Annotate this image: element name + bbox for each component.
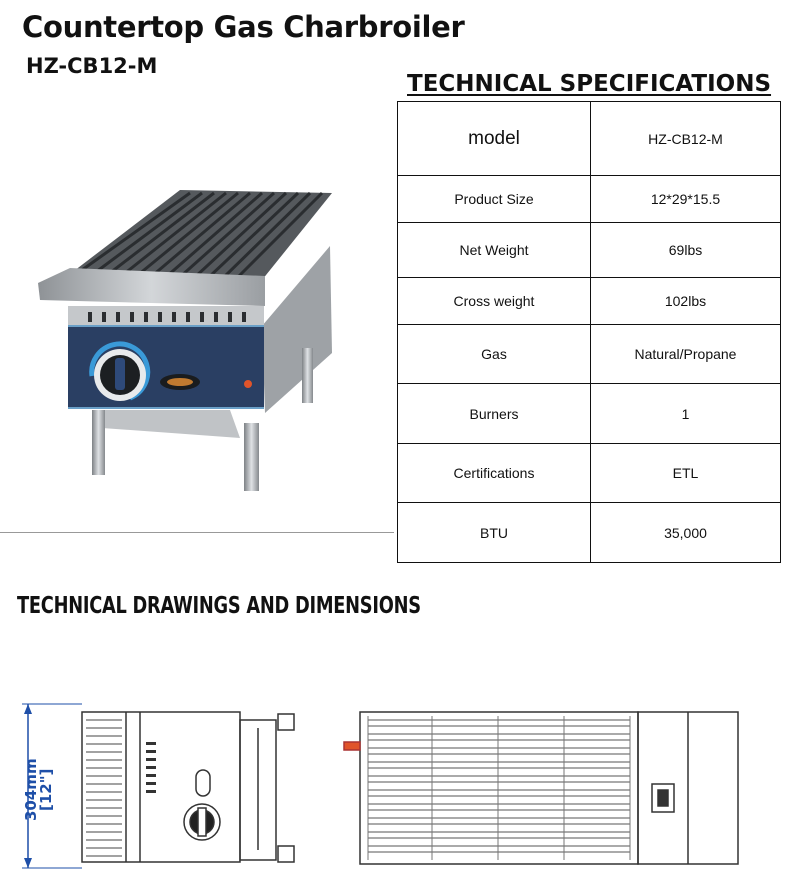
dimension-in: [12"] bbox=[37, 768, 55, 812]
spec-label: Product Size bbox=[398, 176, 591, 223]
section-divider bbox=[0, 532, 394, 533]
spec-row-product-size bbox=[398, 176, 781, 223]
front-view-drawing bbox=[22, 690, 302, 876]
spec-row-gas bbox=[398, 325, 781, 384]
spec-value: 102lbs bbox=[591, 278, 781, 325]
spec-value: 12*29*15.5 bbox=[591, 176, 781, 223]
spec-row-cross-weight bbox=[398, 278, 781, 325]
top-view-drawing bbox=[338, 690, 758, 876]
spec-row-model bbox=[398, 102, 781, 176]
specs-table bbox=[397, 101, 781, 563]
specs-heading: TECHNICAL SPECIFICATIONS bbox=[407, 71, 772, 97]
model-code: HZ-CB12-M bbox=[26, 54, 158, 78]
spec-label: Burners bbox=[398, 384, 591, 444]
spec-label: Certifications bbox=[398, 444, 591, 503]
spec-row-net-weight bbox=[398, 223, 781, 278]
spec-row-burners bbox=[398, 384, 781, 444]
spec-label: Cross weight bbox=[398, 278, 591, 325]
spec-value: ETL bbox=[591, 444, 781, 503]
spec-value: 35,000 bbox=[591, 503, 781, 563]
drawings-heading: TECHNICAL DRAWINGS AND DIMENSIONS bbox=[17, 593, 421, 619]
spec-label: Gas bbox=[398, 325, 591, 384]
dimension-label bbox=[24, 740, 54, 840]
spec-value: Natural/Propane bbox=[591, 325, 781, 384]
page-title: Countertop Gas Charbroiler bbox=[22, 10, 465, 44]
spec-row-btu bbox=[398, 503, 781, 563]
spec-row-certifications bbox=[398, 444, 781, 503]
spec-value: 69lbs bbox=[591, 223, 781, 278]
spec-label: model bbox=[398, 102, 591, 176]
spec-label: BTU bbox=[398, 503, 591, 563]
spec-value: 1 bbox=[591, 384, 781, 444]
dimension-mm: 304mm bbox=[22, 758, 40, 822]
product-image bbox=[30, 188, 340, 493]
spec-value: HZ-CB12-M bbox=[591, 102, 781, 176]
spec-label: Net Weight bbox=[398, 223, 591, 278]
